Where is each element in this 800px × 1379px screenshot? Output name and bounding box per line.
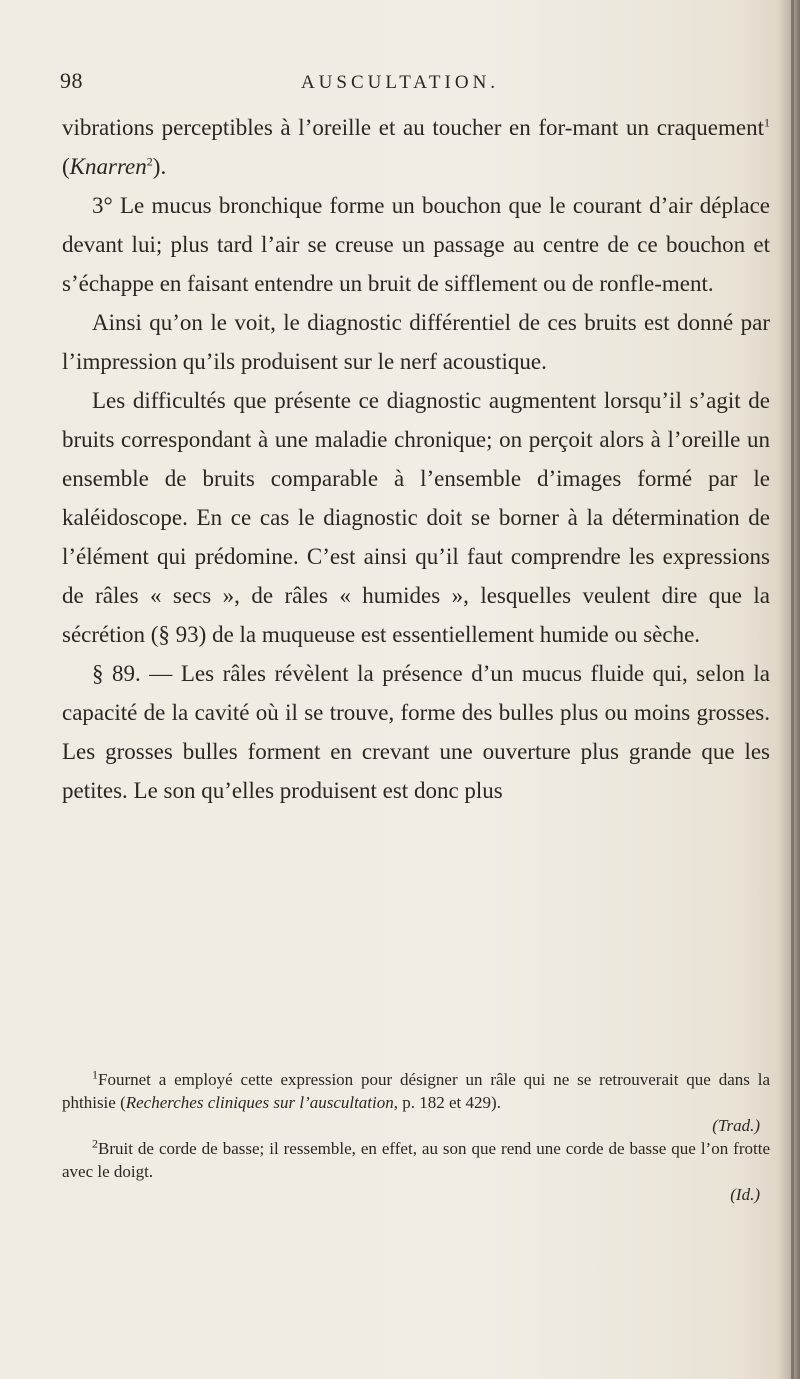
paragraph-3: Ainsi qu’on le voit, le diagnostic différentiel de ces bruits est donné par l’impression qu’ils produisent sur le nerf acoustique. [62,310,770,374]
page-edge-line [791,0,794,1379]
paragraph-2: 3° Le mucus bronchique forme un bouchon que le courant d’air déplace devant lui; plus tard l’air se creuse un passage au centre de ce bouchon et s’échappe en faisant entendre un bruit de sifflement ou de ronfle-ment. [62,193,770,296]
footnote-ref-2: 2 [146,154,153,169]
footnote-1-mark: 1 [92,1067,98,1082]
paragraph-4: Les difficultés que présente ce diagnostic augmentent lorsqu’il s’agit de bruits correspondant à une maladie chronique; on perçoit alors à l’oreille un ensemble de bruits comparable à l’ensemble d’images formé par le kaléidoscope. En ce cas le diagnostic doit se borner à la détermination de l’élément qui prédomine. C’est ainsi qu’il faut comprendre les expressions de râles « secs », de râles « humides », lesquelles veulent dire que la sécrétion (§ 93) de la muqueuse est essentiellement humide ou sèche. [62,388,770,647]
footnote-2-attrib: (Id.) [730,1185,760,1204]
paragraph-1-text: vibrations perceptibles à l’oreille et au toucher en for-mant un craquement [62,115,764,140]
footnote-ref-1: 1 [764,115,770,130]
page-edge-shadow [778,0,800,1379]
footnotes [62,1068,770,1206]
footnote-2-attribution [62,1183,770,1206]
footnote-1-title: Recherches cliniques sur l’auscultation [125,1093,394,1112]
paragraph-1-end: ). [152,154,167,179]
body-text [62,108,770,810]
footnote-1 [62,1068,770,1114]
running-head: AUSCULTATION. [300,72,500,93]
page-number: 98 [60,68,83,93]
footnote-1-attrib: (Trad.) [712,1116,760,1135]
paragraph-1-paren: ( [62,154,70,179]
paragraph-1 [62,108,770,186]
footnote-1-attribution [62,1114,770,1137]
footnote-1-text-b: , p. 182 et 429). [393,1093,501,1112]
paragraph-5: § 89. — Les râles révèlent la présence d’un mucus fluide qui, selon la capacité de la cavité où il se trouve, forme des bulles plus ou moins grosses. Les grosses bulles forment en crevant une ouverture plus grande que les petites. Le son qu’elles produisent est donc plus [62,661,770,803]
footnote-2 [62,1137,770,1183]
term-knarren: Knarren [69,154,147,179]
footnote-2-mark: 2 [92,1136,98,1151]
footnote-2-text: Bruit de corde de basse; il ressemble, en effet, au son que rend une corde de basse que l’on frotte avec le doigt. [62,1139,770,1181]
footnote-1-text-a: Fournet a employé cette expression pour désigner un râle qui ne se retrouverait que dans la phthisie ( [62,1070,770,1112]
